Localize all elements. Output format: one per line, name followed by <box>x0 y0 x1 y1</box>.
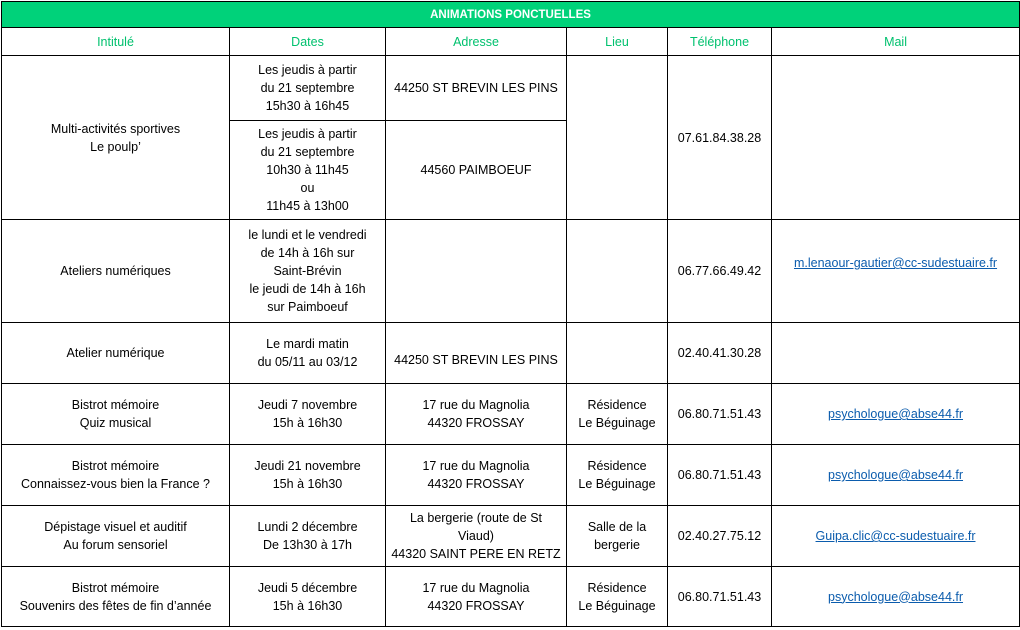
adresse-line: 17 rue du Magnolia <box>422 398 530 412</box>
intitule-line: Connaissez-vous bien la France ? <box>21 477 210 491</box>
adresse-line: 17 rue du Magnolia <box>422 459 530 473</box>
cell-dates <box>230 220 386 323</box>
dates-line: 15h à 16h30 <box>272 416 343 430</box>
header-adresse: Adresse <box>386 28 567 56</box>
cell-telephone: 06.80.71.51.43 <box>668 445 772 506</box>
cell-adresse: 44250 ST BREVIN LES PINS <box>386 56 567 121</box>
intitule-line: Dépistage visuel et auditif <box>44 520 187 534</box>
dates-line: Les jeudis à partir <box>258 63 357 77</box>
mail-link[interactable]: Guipa.clic@cc-sudestuaire.fr <box>815 529 976 543</box>
dates-line: le jeudi de 14h à 16h <box>249 282 366 296</box>
mail-link[interactable]: m.lenaour-gautier@cc-sudestuaire.fr <box>793 256 998 270</box>
cell-intitule <box>2 567 230 627</box>
header-intitule: Intitulé <box>2 28 230 56</box>
lieu-line: Résidence <box>587 459 647 473</box>
cell-dates <box>230 567 386 627</box>
intitule-line: Le poulp’ <box>90 139 141 154</box>
dates-line: sur Paimboeuf <box>267 300 348 314</box>
dates-line: de 14h à 16h sur <box>260 246 355 260</box>
dates-line: du 21 septembre <box>260 145 355 159</box>
cell-mail <box>772 445 1020 506</box>
mail-link[interactable]: psychologue@abse44.fr <box>828 589 964 604</box>
dates-line: De 13h30 à 17h <box>263 538 352 552</box>
cell-dates <box>230 506 386 567</box>
dates-line: Jeudi 7 novembre <box>257 398 358 412</box>
lieu-line: Résidence <box>587 580 647 595</box>
dates-line: Les jeudis à partir <box>258 127 357 141</box>
cell-telephone: 06.80.71.51.43 <box>668 384 772 445</box>
adresse-line: La bergerie (route de St <box>409 511 543 525</box>
cell-dates <box>230 323 386 384</box>
lieu-line: Salle de la <box>587 520 647 534</box>
dates-line: 15h à 16h30 <box>272 477 343 491</box>
cell-telephone: 02.40.27.75.12 <box>668 506 772 567</box>
cell-adresse <box>386 445 567 506</box>
cell-lieu <box>567 56 668 220</box>
cell-intitule <box>2 56 230 220</box>
dates-line: ou <box>300 181 315 195</box>
table-row <box>2 506 1020 567</box>
mail-link[interactable]: psychologue@abse44.fr <box>828 468 964 482</box>
dates-line: 15h à 16h30 <box>272 598 343 613</box>
dates-line: 10h30 à 11h45 <box>266 163 349 177</box>
dates-line: du 21 septembre <box>260 81 355 95</box>
cell-adresse <box>386 384 567 445</box>
table-row <box>2 56 1020 121</box>
cell-lieu <box>567 506 668 567</box>
cell-mail <box>772 56 1020 220</box>
cell-dates <box>230 384 386 445</box>
mail-link[interactable]: psychologue@abse44.fr <box>828 407 964 421</box>
dates-line: du 05/11 au 03/12 <box>257 355 358 369</box>
intitule-line: Au forum sensoriel <box>63 538 168 552</box>
cell-adresse <box>386 567 567 627</box>
table-row <box>2 445 1020 506</box>
table-row <box>2 220 1020 323</box>
intitule-line: Souvenirs des fêtes de fin d’année <box>19 598 212 613</box>
cell-lieu <box>567 567 668 627</box>
intitule-line: Multi-activités sportives <box>50 121 181 136</box>
adresse-line: Viaud) <box>458 529 494 543</box>
cell-intitule <box>2 323 230 384</box>
cell-adresse: 44250 ST BREVIN LES PINS <box>386 323 567 384</box>
intitule-line: Bistrot mémoire <box>71 398 160 412</box>
cell-intitule <box>2 220 230 323</box>
cell-mail <box>772 384 1020 445</box>
table-title-row <box>2 2 1020 28</box>
cell-dates <box>230 56 386 121</box>
header-row <box>2 28 1020 56</box>
table-row <box>2 384 1020 445</box>
cell-telephone: 02.40.41.30.28 <box>668 323 772 384</box>
intitule-line: Ateliers numériques <box>60 264 171 278</box>
events-table <box>1 1 1020 627</box>
dates-line: Lundi 2 décembre <box>257 520 358 534</box>
table-row <box>2 323 1020 384</box>
cell-mail <box>772 567 1020 627</box>
lieu-line: Le Béguinage <box>578 416 656 430</box>
cell-mail <box>772 220 1020 323</box>
intitule-line: Quiz musical <box>79 416 152 430</box>
cell-adresse <box>386 506 567 567</box>
lieu-line: Le Béguinage <box>578 598 656 613</box>
lieu-line: Le Béguinage <box>578 477 656 491</box>
cell-dates <box>230 121 386 220</box>
cell-lieu <box>567 323 668 384</box>
adresse-line: 44320 FROSSAY <box>427 477 525 491</box>
table-title: ANIMATIONS PONCTUELLES <box>2 2 1020 28</box>
cell-intitule <box>2 384 230 445</box>
cell-mail <box>772 506 1020 567</box>
cell-mail <box>772 323 1020 384</box>
dates-line: 15h30 à 16h45 <box>265 99 350 113</box>
cell-adresse: 44560 PAIMBOEUF <box>386 121 567 220</box>
cell-lieu <box>567 384 668 445</box>
lieu-line: Résidence <box>587 398 647 412</box>
dates-line: 11h45 à 13h00 <box>266 199 349 213</box>
intitule-line: Bistrot mémoire <box>71 459 160 473</box>
dates-line: Saint-Brévin <box>273 264 342 278</box>
cell-lieu <box>567 220 668 323</box>
dates-line: Jeudi 5 décembre <box>257 580 358 595</box>
adresse-line: 44320 FROSSAY <box>427 416 525 430</box>
cell-telephone: 07.61.84.38.28 <box>668 56 772 220</box>
adresse-line: 44320 FROSSAY <box>427 598 525 613</box>
cell-telephone: 06.80.71.51.43 <box>668 567 772 627</box>
cell-lieu <box>567 445 668 506</box>
header-telephone: Téléphone <box>668 28 772 56</box>
cell-dates <box>230 445 386 506</box>
cell-adresse <box>386 220 567 323</box>
dates-line: le lundi et le vendredi <box>248 228 367 242</box>
adresse-line: 17 rue du Magnolia <box>422 580 530 595</box>
lieu-line: bergerie <box>594 538 640 552</box>
adresse-line: 44320 SAINT PERE EN RETZ <box>391 547 561 561</box>
cell-intitule <box>2 506 230 567</box>
table-row <box>2 567 1020 627</box>
intitule-line: Atelier numérique <box>66 346 165 360</box>
intitule-line: Bistrot mémoire <box>71 580 160 595</box>
dates-line: Jeudi 21 novembre <box>254 459 361 473</box>
cell-intitule <box>2 445 230 506</box>
header-dates: Dates <box>230 28 386 56</box>
header-lieu: Lieu <box>567 28 668 56</box>
header-mail: Mail <box>772 28 1020 56</box>
cell-telephone: 06.77.66.49.42 <box>668 220 772 323</box>
dates-line: Le mardi matin <box>266 337 349 351</box>
